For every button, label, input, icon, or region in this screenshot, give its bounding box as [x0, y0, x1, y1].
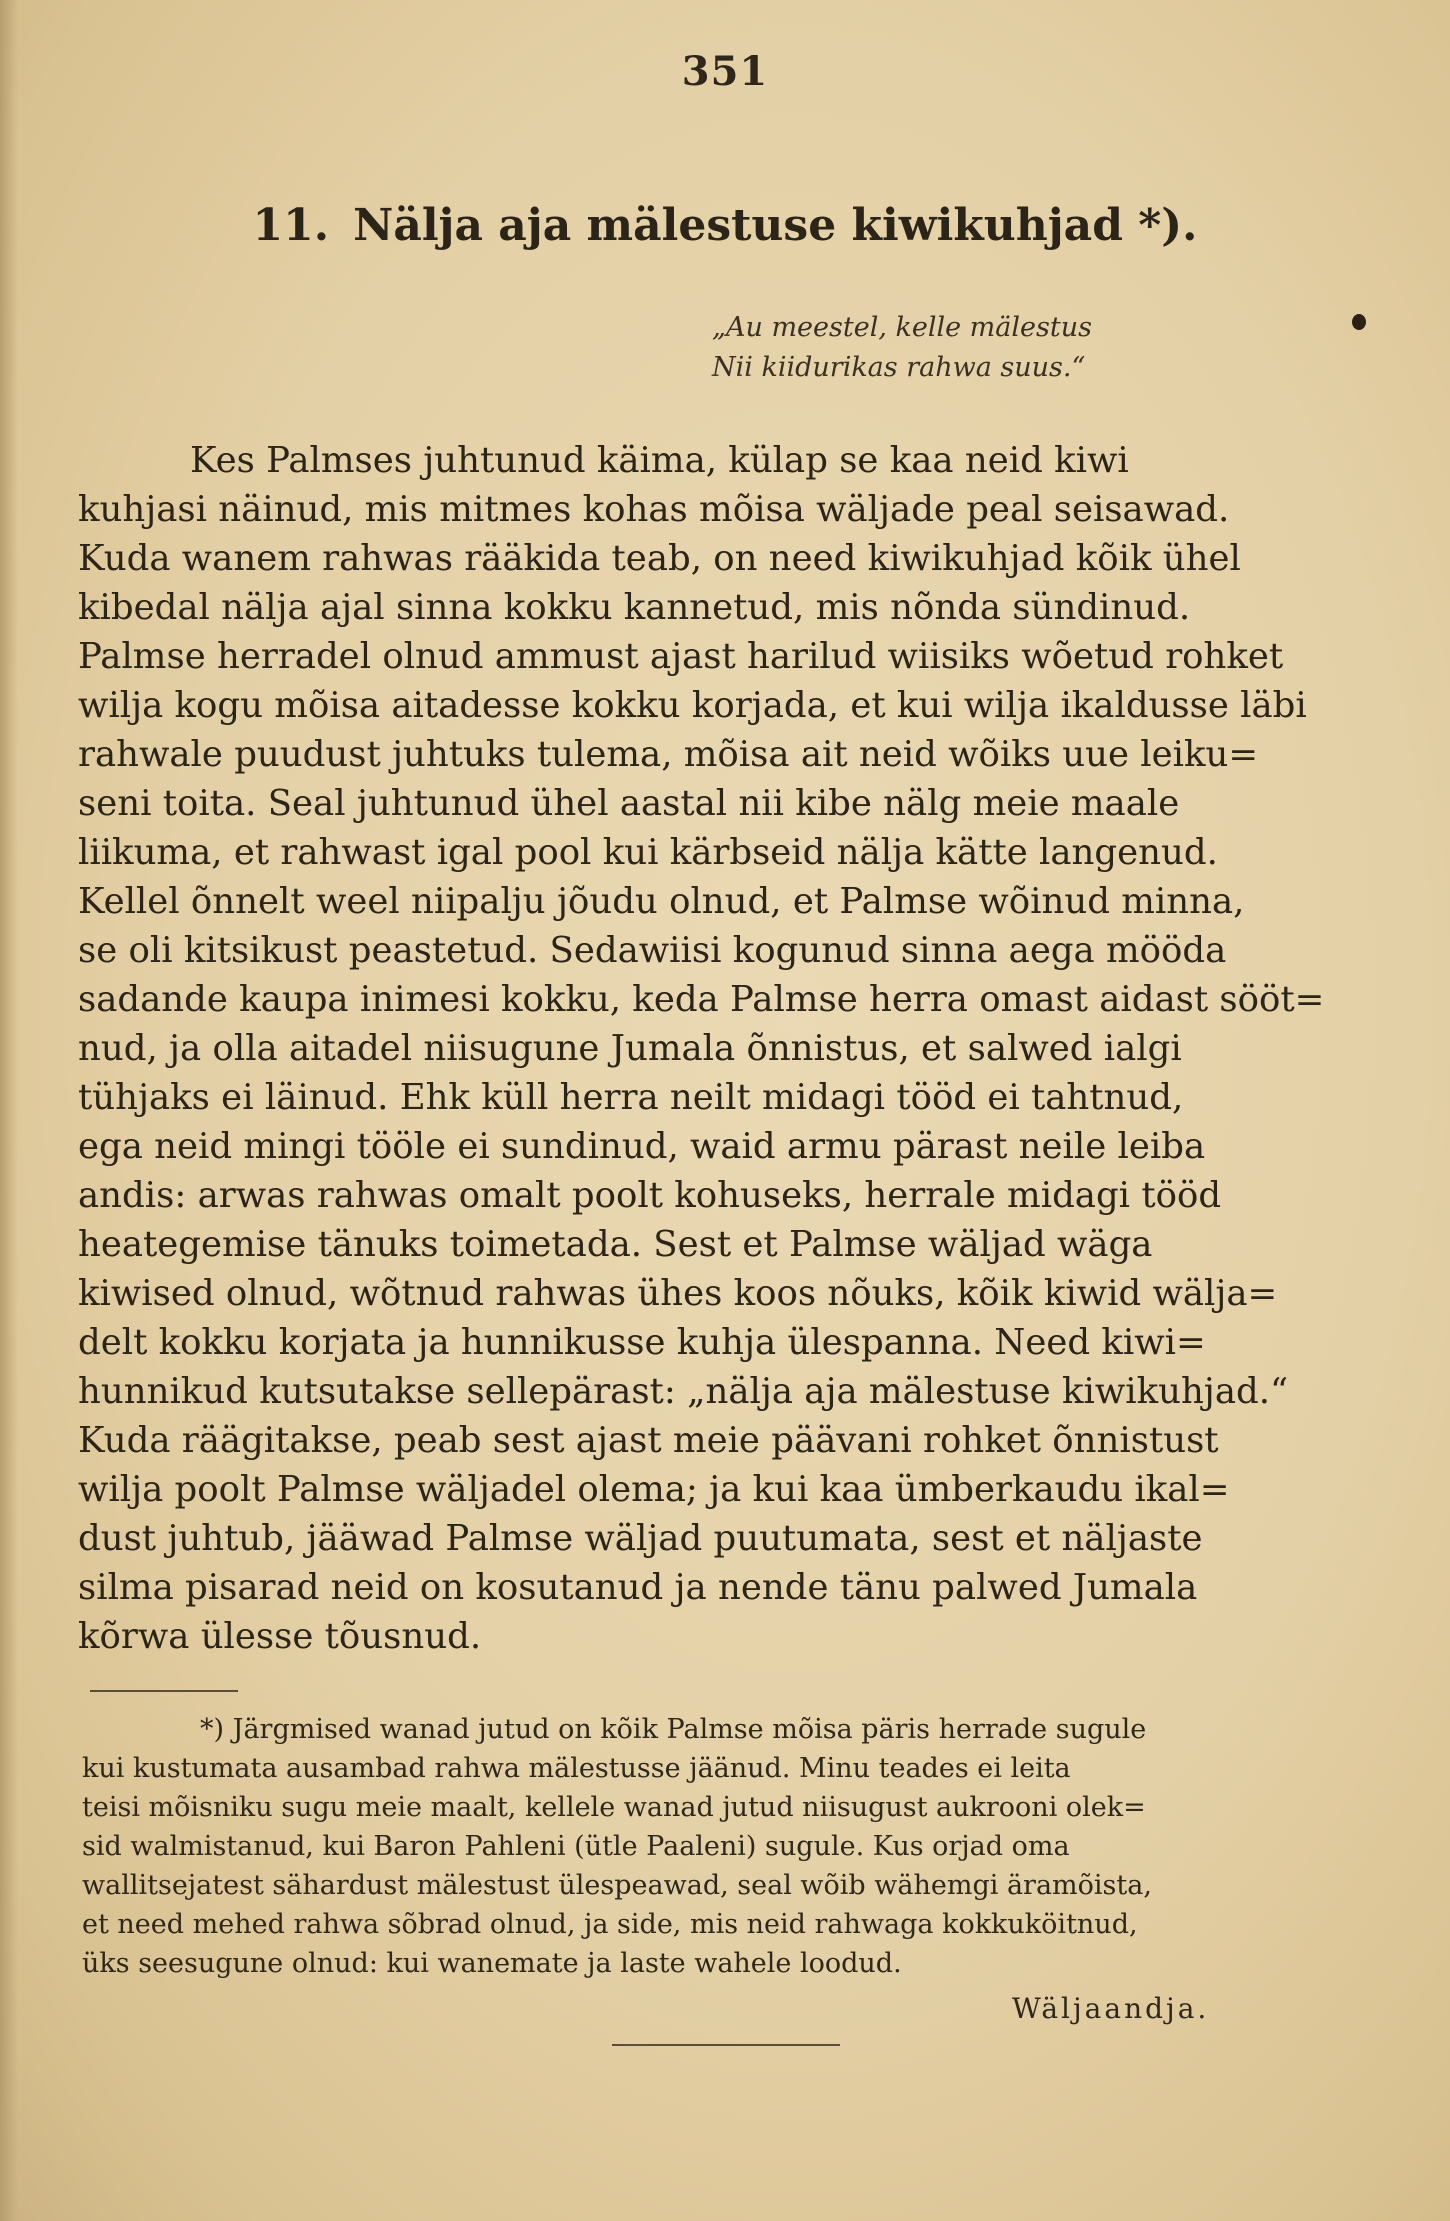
- page-number: 351: [681, 48, 769, 95]
- body-line: Palmse herradel olnud ammust ajast harilud wiisiks wõetud rohket: [78, 636, 1284, 677]
- body-line: hunnikud kutsutakse sellepärast: „nälja aja mälestuse kiwikuhjad.“: [78, 1371, 1289, 1412]
- footnote-line: wallitsejatest sähardust mälestust ülespeawad, seal wõib wähemgi äramõista,: [82, 1870, 1152, 1901]
- signature: Wäljaandja.: [1012, 1992, 1210, 2025]
- body-line: Kellel õnnelt weel niipalju jõudu olnud, et Palmse wõinud minna,: [78, 881, 1245, 922]
- footnote-line: üks seesugune olnud: kui wanemate ja laste wahele loodud.: [82, 1948, 902, 1979]
- footnote-line: *) Järgmised wanad jutud on kõik Palmse mõisa päris herrade sugule: [200, 1714, 1147, 1745]
- body-line: kuhjasi näinud, mis mitmes kohas mõisa wäljade peal seisawad.: [78, 489, 1230, 530]
- body-line: nud, ja olla aitadel niisugune Jumala õnnistus, et salwed ialgi: [78, 1028, 1182, 1069]
- body-line: Kuda wanem rahwas rääkida teab, on need kiwikuhjad kõik ühel: [78, 538, 1241, 579]
- epigraph-line-2: Nii kiidurikas rahwa suus.“: [712, 352, 1086, 383]
- body-paragraph: [78, 436, 1368, 1661]
- body-line: Kuda räägitakse, peab sest ajast meie päävani rohket õnnistust: [78, 1420, 1219, 1461]
- body-line: tühjaks ei läinud. Ehk küll herra neilt midagi tööd ei tahtnud,: [78, 1077, 1184, 1118]
- footnote-line: et need mehed rahwa sõbrad olnud, ja side, mis neid rahwaga kokkuköitnud,: [82, 1909, 1138, 1940]
- body-line: rahwale puudust juhtuks tulema, mõisa ait neid wõiks uue leiku=: [78, 734, 1259, 775]
- chapter-number: 11.: [252, 200, 330, 251]
- body-line: andis: arwas rahwas omalt poolt kohuseks, herrale midagi tööd: [78, 1175, 1222, 1216]
- footnote-line: kui kustumata ausambad rahwa mälestusse jäänud. Minu teades ei leita: [82, 1753, 1071, 1784]
- body-line: heategemise tänuks toimetada. Sest et Palmse wäljad wäga: [78, 1224, 1153, 1265]
- page-edge-shadow: [0, 0, 18, 2221]
- footnote-line: sid walmistanud, kui Baron Pahleni (ütle Paaleni) sugule. Kus orjad oma: [82, 1831, 1070, 1862]
- body-line: delt kokku korjata ja hunnikusse kuhja ülespanna. Need kiwi=: [78, 1322, 1206, 1363]
- body-line: dust juhtub, jääwad Palmse wäljad puutumata, sest et näljaste: [78, 1518, 1203, 1559]
- body-line: sadande kaupa inimesi kokku, keda Palmse herra omast aidast sööt=: [78, 979, 1325, 1020]
- body-line: kiwised olnud, wõtnud rahwas ühes koos nõuks, kõik kiwid wälja=: [78, 1273, 1278, 1314]
- chapter-title-text: Nälja aja mälestuse kiwikuhjad *).: [353, 200, 1198, 251]
- body-line: wilja kogu mõisa aitadesse kokku korjada, et kui wilja ikaldusse läbi: [78, 685, 1307, 726]
- body-line: wilja poolt Palmse wäljadel olema; ja kui kaa ümberkaudu ikal=: [78, 1469, 1230, 1510]
- footnote-line: teisi mõisniku sugu meie maalt, kellele wanad jutud niisugust aukrooni olek=: [82, 1792, 1146, 1823]
- epigraph-line-1: „Au meestel, kelle mälestus: [712, 312, 1092, 343]
- ink-spot: [1352, 314, 1366, 330]
- body-line: Kes Palmses juhtunud käima, külap se kaa neid kiwi: [190, 440, 1129, 481]
- body-line: seni toita. Seal juhtunud ühel aastal nii kibe nälg meie maale: [78, 783, 1180, 824]
- footnote: [82, 1710, 1372, 1983]
- body-line: silma pisarad neid on kosutanud ja nende tänu palwed Jumala: [78, 1567, 1198, 1608]
- body-line: kibedal nälja ajal sinna kokku kannetud, mis nõnda sündinud.: [78, 587, 1191, 628]
- body-line: se oli kitsikust peastetud. Sedawiisi kogunud sinna aega mööda: [78, 930, 1227, 971]
- chapter-title: [0, 200, 1450, 251]
- body-line: liikuma, et rahwast igal pool kui kärbseid nälja kätte langenud.: [78, 832, 1218, 873]
- body-line: kõrwa ülesse tõusnud.: [78, 1616, 482, 1657]
- body-line: ega neid mingi tööle ei sundinud, waid armu pärast neile leiba: [78, 1126, 1206, 1167]
- footnote-divider: [90, 1690, 238, 1692]
- end-divider: [612, 2044, 840, 2046]
- epigraph: [712, 308, 1092, 388]
